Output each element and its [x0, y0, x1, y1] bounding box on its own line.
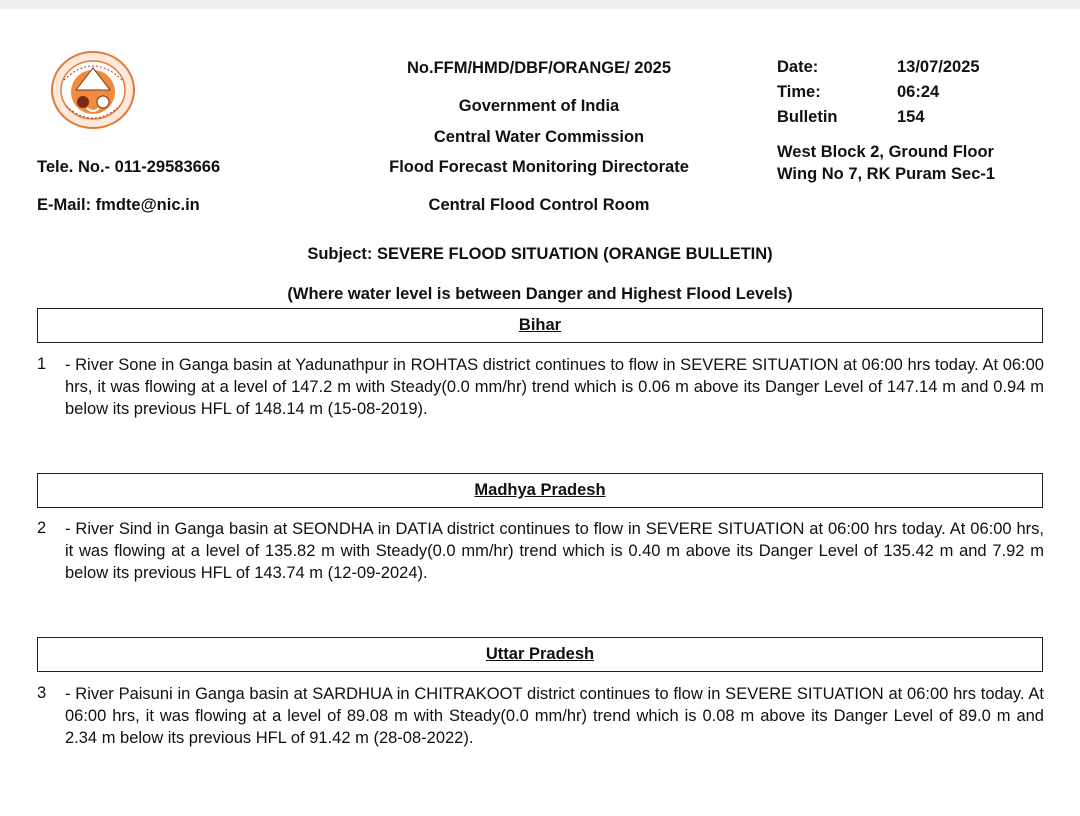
top-margin-strip: [0, 0, 1080, 9]
date-label: Date:: [777, 58, 819, 76]
address-line-1: West Block 2, Ground Floor: [777, 143, 994, 161]
reference-number: No.FFM/HMD/DBF/ORANGE/ 2025: [406, 59, 672, 77]
directorate-line: Flood Forecast Monitoring Directorate: [389, 158, 689, 176]
date-value: 13/07/2025: [897, 58, 980, 76]
telephone-number: Tele. No.- 011-29583666: [37, 158, 221, 176]
subject-heading: Subject: SEVERE FLOOD SITUATION (ORANGE BULLETIN): [307, 245, 773, 263]
control-room-line: Central Flood Control Room: [428, 196, 650, 214]
state-name: Bihar: [518, 316, 562, 334]
state-header-box: [37, 473, 1043, 508]
state-name: Uttar Pradesh: [485, 645, 595, 663]
entry-number: 3: [37, 684, 47, 702]
time-value: 06:24: [897, 83, 940, 101]
bulletin-value: 154: [897, 108, 925, 126]
state-header-box: [37, 308, 1043, 343]
time-label: Time:: [777, 83, 821, 101]
bulletin-label: Bulletin: [777, 108, 838, 126]
email-address: E-Mail: fmdte@nic.in: [37, 196, 200, 214]
flood-entry-text: - River Sone in Ganga basin at Yadunathpur in ROHTAS district continues to flow in SEVERE SITUATION at 06:00 hrs today. At 06:00 hrs, it was flowing at a level of 147.2 m with Steady(0.0 mm/hr) trend which is 0.06 m above its Danger Level of 147.14 m and 0.94 m below its previous HFL of 148.14 m (15-08-2019).: [65, 356, 1044, 418]
subtitle-heading: (Where water level is between Danger and Highest Flood Levels): [287, 285, 793, 303]
cwc-emblem-logo: [50, 50, 136, 130]
flood-entry-text: - River Paisuni in Ganga basin at SARDHUA in CHITRAKOOT district continues to flow in SEVERE SITUATION at 06:00 hrs today. At 06:00 hrs, it was flowing at a level of 89.08 m with Steady(0.0 mm/hr) trend which is 0.08 m above its Danger Level of 89.0 m and 2.34 m below its previous HFL of 91.42 m (28-08-2022).: [65, 685, 1044, 747]
state-name: Madhya Pradesh: [474, 481, 606, 499]
entry-number: 1: [37, 355, 47, 373]
state-header-box: [37, 637, 1043, 672]
flood-entry-text: - River Sind in Ganga basin at SEONDHA in DATIA district continues to flow in SEVERE SITUATION at 06:00 hrs today. At 06:00 hrs, it was flowing at a level of 135.82 m with Steady(0.0 mm/hr) trend which is 0.40 m above its Danger Level of 135.42 m and 7.92 m below its previous HFL of 143.74 m (12-09-2024).: [65, 520, 1044, 582]
address-line-2: Wing No 7, RK Puram Sec-1: [777, 165, 996, 183]
government-line: Government of India: [458, 97, 620, 115]
entry-number: 2: [37, 519, 47, 537]
commission-line: Central Water Commission: [433, 128, 645, 146]
